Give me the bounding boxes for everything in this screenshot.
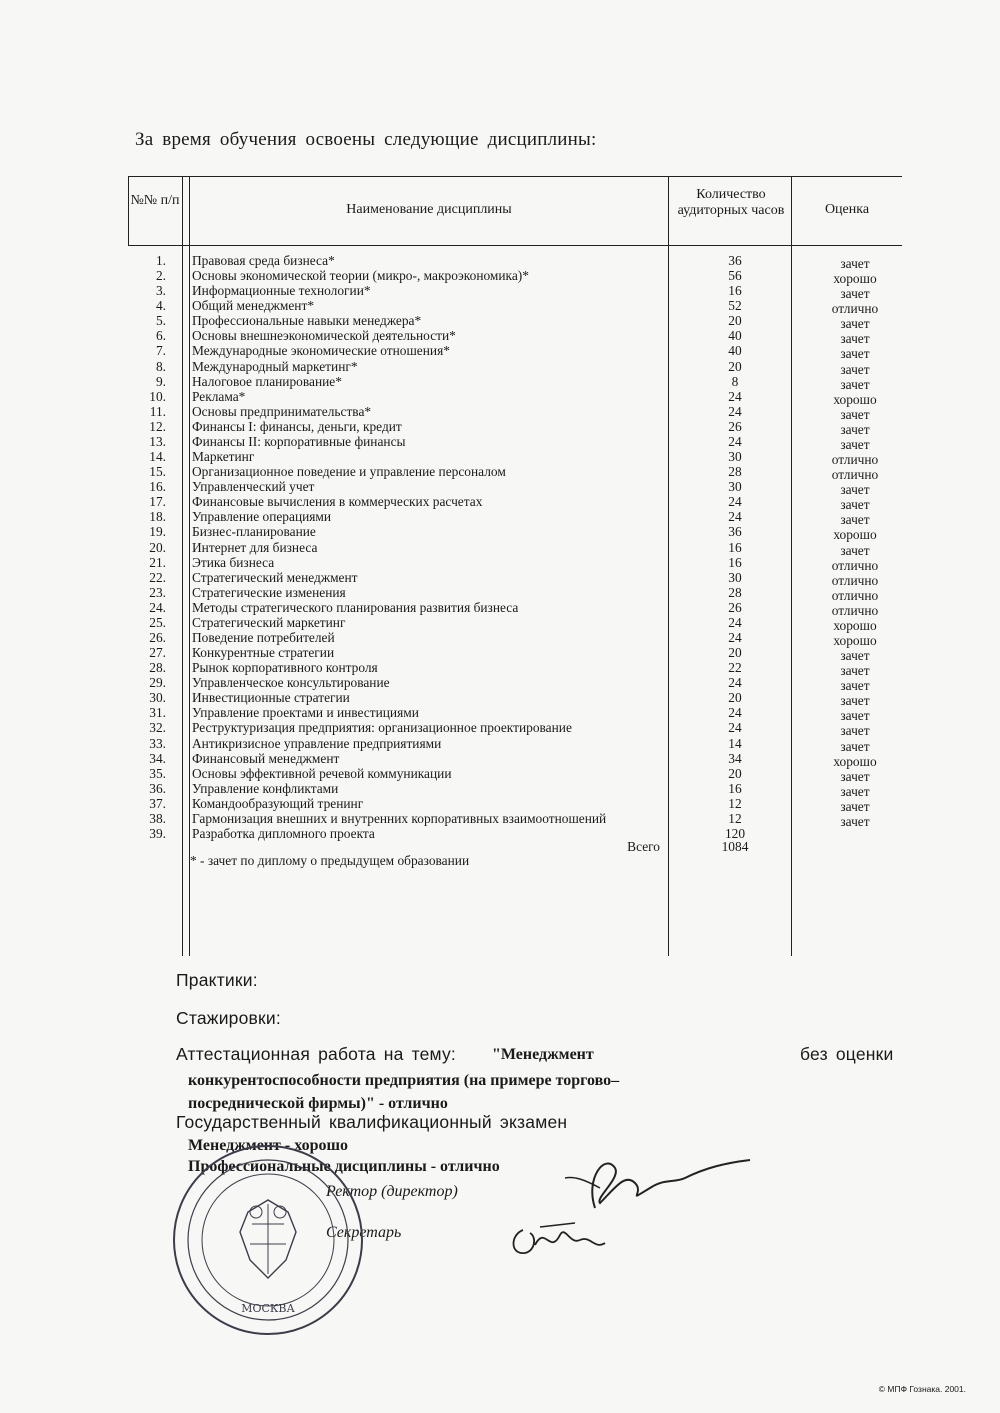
- discipline-name: Финансы I: финансы, деньги, кредит: [192, 419, 402, 434]
- row-number: 13.: [149, 434, 166, 449]
- row-hours: 28: [728, 585, 742, 600]
- practices-label: Практики:: [176, 970, 258, 990]
- row-hours: 36: [728, 524, 742, 539]
- row-number: 30.: [149, 690, 166, 705]
- row-grade: зачет: [840, 422, 870, 437]
- footer-copyright: © МПФ Гознака. 2001.: [878, 1384, 966, 1394]
- discipline-name: Основы внешнеэкономической деятельности*: [192, 328, 456, 343]
- discipline-name: Управление конфликтами: [192, 781, 339, 796]
- discipline-name: Стратегический маркетинг: [192, 615, 346, 630]
- row-grade: зачет: [840, 497, 870, 512]
- rector-signature: [555, 1148, 755, 1218]
- row-hours: 56: [728, 268, 742, 283]
- row-grade: зачет: [840, 769, 870, 784]
- row-hours: 24: [728, 494, 742, 509]
- row-hours: 40: [728, 343, 742, 358]
- row-number: 11.: [149, 404, 166, 419]
- table-header-border: [128, 245, 902, 246]
- row-grade: хорошо: [833, 271, 877, 286]
- row-hours: 12: [728, 796, 742, 811]
- discipline-name: Стратегические изменения: [192, 585, 346, 600]
- row-grade: зачет: [840, 739, 870, 754]
- exam-line2: Профессиональные дисциплины - отлично: [188, 1158, 500, 1175]
- row-hours: 20: [728, 359, 742, 374]
- row-hours: 24: [728, 630, 742, 645]
- row-grade: отлично: [831, 573, 879, 588]
- row-grade: зачет: [840, 482, 870, 497]
- row-hours: 30: [728, 479, 742, 494]
- official-seal: [168, 1140, 368, 1340]
- row-grade: зачет: [840, 316, 870, 331]
- table-col-divider-1: [182, 176, 183, 956]
- row-number: 25.: [149, 615, 166, 630]
- row-grade: зачет: [840, 799, 870, 814]
- row-hours: 20: [728, 766, 742, 781]
- table-col-divider-1b: [189, 176, 190, 956]
- row-number: 14.: [149, 449, 166, 464]
- thesis-no-grade: без оценки: [800, 1044, 894, 1064]
- row-hours: 26: [728, 600, 742, 615]
- thesis-title-line1: "Менеджмент: [492, 1046, 594, 1063]
- discipline-name: Управление операциями: [192, 509, 332, 524]
- discipline-name: Управленческое консультирование: [192, 675, 390, 690]
- table-left-border: [128, 176, 129, 246]
- discipline-name: Основы эффективной речевой коммуникации: [192, 766, 452, 781]
- row-hours: 24: [728, 389, 742, 404]
- row-grade: отлично: [831, 603, 879, 618]
- row-hours: 22: [728, 660, 742, 675]
- total-label: Всего: [627, 839, 660, 854]
- row-hours: 8: [731, 374, 739, 389]
- row-grade: хорошо: [833, 527, 877, 542]
- discipline-name: Основы экономической теории (микро-, макроэкономика)*: [192, 268, 529, 283]
- row-number: 15.: [149, 464, 166, 479]
- row-hours: 16: [728, 540, 742, 555]
- row-hours: 24: [728, 705, 742, 720]
- row-number: 12.: [149, 419, 166, 434]
- row-grade: зачет: [840, 678, 870, 693]
- row-hours: 20: [728, 690, 742, 705]
- row-number: 37.: [149, 796, 166, 811]
- row-number: 24.: [149, 600, 166, 615]
- internships-label: Стажировки:: [176, 1008, 281, 1028]
- discipline-name: Антикризисное управление предприятиями: [192, 736, 442, 751]
- row-hours: 20: [728, 645, 742, 660]
- row-grade: хорошо: [833, 754, 877, 769]
- row-grade: зачет: [840, 331, 870, 346]
- row-grade: отлично: [831, 467, 879, 482]
- row-grade: зачет: [840, 286, 870, 301]
- row-number: 32.: [149, 720, 166, 735]
- rector-label: Ректор (директор): [326, 1183, 458, 1200]
- discipline-name: Поведение потребителей: [192, 630, 335, 645]
- row-number: 23.: [149, 585, 166, 600]
- row-hours: 24: [728, 434, 742, 449]
- table-col-divider-2: [668, 176, 669, 956]
- total-value: 1084: [721, 839, 749, 854]
- row-number: 27.: [149, 645, 166, 660]
- row-hours: 12: [728, 811, 742, 826]
- footnote: * - зачет по диплому о предыдущем образовании: [190, 853, 470, 868]
- row-number: 16.: [149, 479, 166, 494]
- row-number: 39.: [149, 826, 166, 841]
- page-heading: За время обучения освоены следующие дисциплины:: [135, 129, 597, 150]
- row-hours: 14: [728, 736, 742, 751]
- row-grade: отлично: [831, 558, 879, 573]
- row-number: 35.: [149, 766, 166, 781]
- row-number: 20.: [149, 540, 166, 555]
- row-grade: зачет: [840, 437, 870, 452]
- discipline-name: Налоговое планирование*: [192, 374, 342, 389]
- discipline-name: Финансовые вычисления в коммерческих расчетах: [192, 494, 483, 509]
- row-grade: хорошо: [833, 392, 877, 407]
- seal-city: МОСКВА: [241, 1302, 295, 1315]
- row-number: 36.: [149, 781, 166, 796]
- discipline-name: Бизнес-планирование: [192, 524, 316, 539]
- row-grade: зачет: [840, 346, 870, 361]
- row-grade: зачет: [840, 663, 870, 678]
- row-number: 29.: [149, 675, 166, 690]
- row-grade: хорошо: [833, 618, 877, 633]
- table-top-border: [128, 176, 902, 177]
- discipline-name: Гармонизация внешних и внутренних корпоративных взаимоотношений: [192, 811, 607, 826]
- discipline-name: Финансы II: корпоративные финансы: [192, 434, 406, 449]
- thesis-title-line2: конкурентоспособности предприятия (на примере торгово–: [188, 1072, 620, 1089]
- exam-line1: Менеджмент - хорошо: [188, 1137, 348, 1154]
- row-number: 26.: [149, 630, 166, 645]
- row-grade: зачет: [840, 362, 870, 377]
- row-hours: 120: [724, 826, 746, 841]
- discipline-name: Маркетинг: [192, 449, 255, 464]
- row-grade: зачет: [840, 693, 870, 708]
- row-number: 21.: [149, 555, 166, 570]
- row-number: 31.: [149, 705, 166, 720]
- header-hours: Количество аудиторных часов: [677, 187, 785, 218]
- row-number: 33.: [149, 736, 166, 751]
- row-number: 9.: [155, 374, 166, 389]
- discipline-name: Управленческий учет: [192, 479, 315, 494]
- row-number: 1.: [155, 253, 166, 268]
- exam-label: Государственный квалификационный экзамен: [176, 1112, 568, 1132]
- row-number: 19.: [149, 524, 166, 539]
- thesis-label: Аттестационная работа на тему:: [176, 1044, 456, 1064]
- row-grade: зачет: [840, 708, 870, 723]
- row-grade: зачет: [840, 648, 870, 663]
- row-hours: 24: [728, 720, 742, 735]
- row-hours: 24: [728, 509, 742, 524]
- row-number: 2.: [155, 268, 166, 283]
- row-hours: 30: [728, 570, 742, 585]
- table-col-divider-3: [791, 176, 792, 956]
- discipline-name: Командообразующий тренинг: [192, 796, 364, 811]
- discipline-name: Управление проектами и инвестициями: [192, 705, 419, 720]
- discipline-name: Профессиональные навыки менеджера*: [192, 313, 422, 328]
- row-number: 5.: [155, 313, 166, 328]
- row-number: 4.: [155, 298, 166, 313]
- row-hours: 36: [728, 253, 742, 268]
- row-grade: зачет: [840, 784, 870, 799]
- discipline-name: Реструктуризация предприятия: организационное проектирование: [192, 720, 572, 735]
- discipline-name: Методы стратегического планирования развития бизнеса: [192, 600, 519, 615]
- discipline-name: Конкурентные стратегии: [192, 645, 335, 660]
- discipline-name: Реклама*: [192, 389, 246, 404]
- secretary-label: Секретарь: [326, 1224, 402, 1241]
- row-grade: хорошо: [833, 633, 877, 648]
- secretary-signature: [505, 1215, 615, 1265]
- row-number: 38.: [149, 811, 166, 826]
- row-hours: 16: [728, 283, 742, 298]
- thesis-title-line3: посреднической фирмы)" - отлично: [188, 1095, 448, 1112]
- row-number: 22.: [149, 570, 166, 585]
- row-hours: 40: [728, 328, 742, 343]
- row-grade: отлично: [831, 301, 879, 316]
- discipline-name: Информационные технологии*: [192, 283, 371, 298]
- header-name: Наименование дисциплины: [346, 202, 512, 217]
- row-hours: 52: [728, 298, 742, 313]
- discipline-name: Международные экономические отношения*: [192, 343, 450, 358]
- row-hours: 34: [728, 751, 742, 766]
- discipline-name: Интернет для бизнеса: [192, 540, 318, 555]
- row-hours: 26: [728, 419, 742, 434]
- discipline-name: Международный маркетинг*: [192, 359, 358, 374]
- row-number: 18.: [149, 509, 166, 524]
- row-hours: 16: [728, 555, 742, 570]
- row-grade: зачет: [840, 377, 870, 392]
- row-number: 6.: [155, 328, 166, 343]
- discipline-name: Основы предпринимательства*: [192, 404, 372, 419]
- header-grade: Оценка: [824, 202, 870, 217]
- discipline-name: Финансовый менеджмент: [192, 751, 340, 766]
- discipline-name: Организационное поведение и управление персоналом: [192, 464, 506, 479]
- row-number: 3.: [155, 283, 166, 298]
- row-number: 7.: [155, 343, 166, 358]
- row-hours: 24: [728, 615, 742, 630]
- row-grade: отлично: [831, 452, 879, 467]
- row-hours: 24: [728, 404, 742, 419]
- row-hours: 24: [728, 675, 742, 690]
- row-hours: 30: [728, 449, 742, 464]
- row-grade: зачет: [840, 723, 870, 738]
- discipline-name: Рынок корпоративного контроля: [192, 660, 378, 675]
- row-grade: отлично: [831, 588, 879, 603]
- discipline-name: Этика бизнеса: [192, 555, 275, 570]
- row-grade: зачет: [840, 814, 870, 829]
- row-hours: 28: [728, 464, 742, 479]
- row-grade: зачет: [840, 512, 870, 527]
- discipline-name: Стратегический менеджмент: [192, 570, 358, 585]
- row-grade: зачет: [840, 543, 870, 558]
- row-grade: зачет: [840, 256, 870, 271]
- row-hours: 16: [728, 781, 742, 796]
- header-num: №№ п/п: [130, 193, 180, 208]
- row-number: 28.: [149, 660, 166, 675]
- row-grade: зачет: [840, 407, 870, 422]
- row-number: 8.: [155, 359, 166, 374]
- row-number: 17.: [149, 494, 166, 509]
- discipline-name: Разработка дипломного проекта: [192, 826, 375, 841]
- discipline-name: Правовая среда бизнеса*: [192, 253, 335, 268]
- row-hours: 20: [728, 313, 742, 328]
- row-number: 10.: [149, 389, 166, 404]
- discipline-name: Инвестиционные стратегии: [192, 690, 350, 705]
- row-number: 34.: [149, 751, 166, 766]
- discipline-name: Общий менеджмент*: [192, 298, 315, 313]
